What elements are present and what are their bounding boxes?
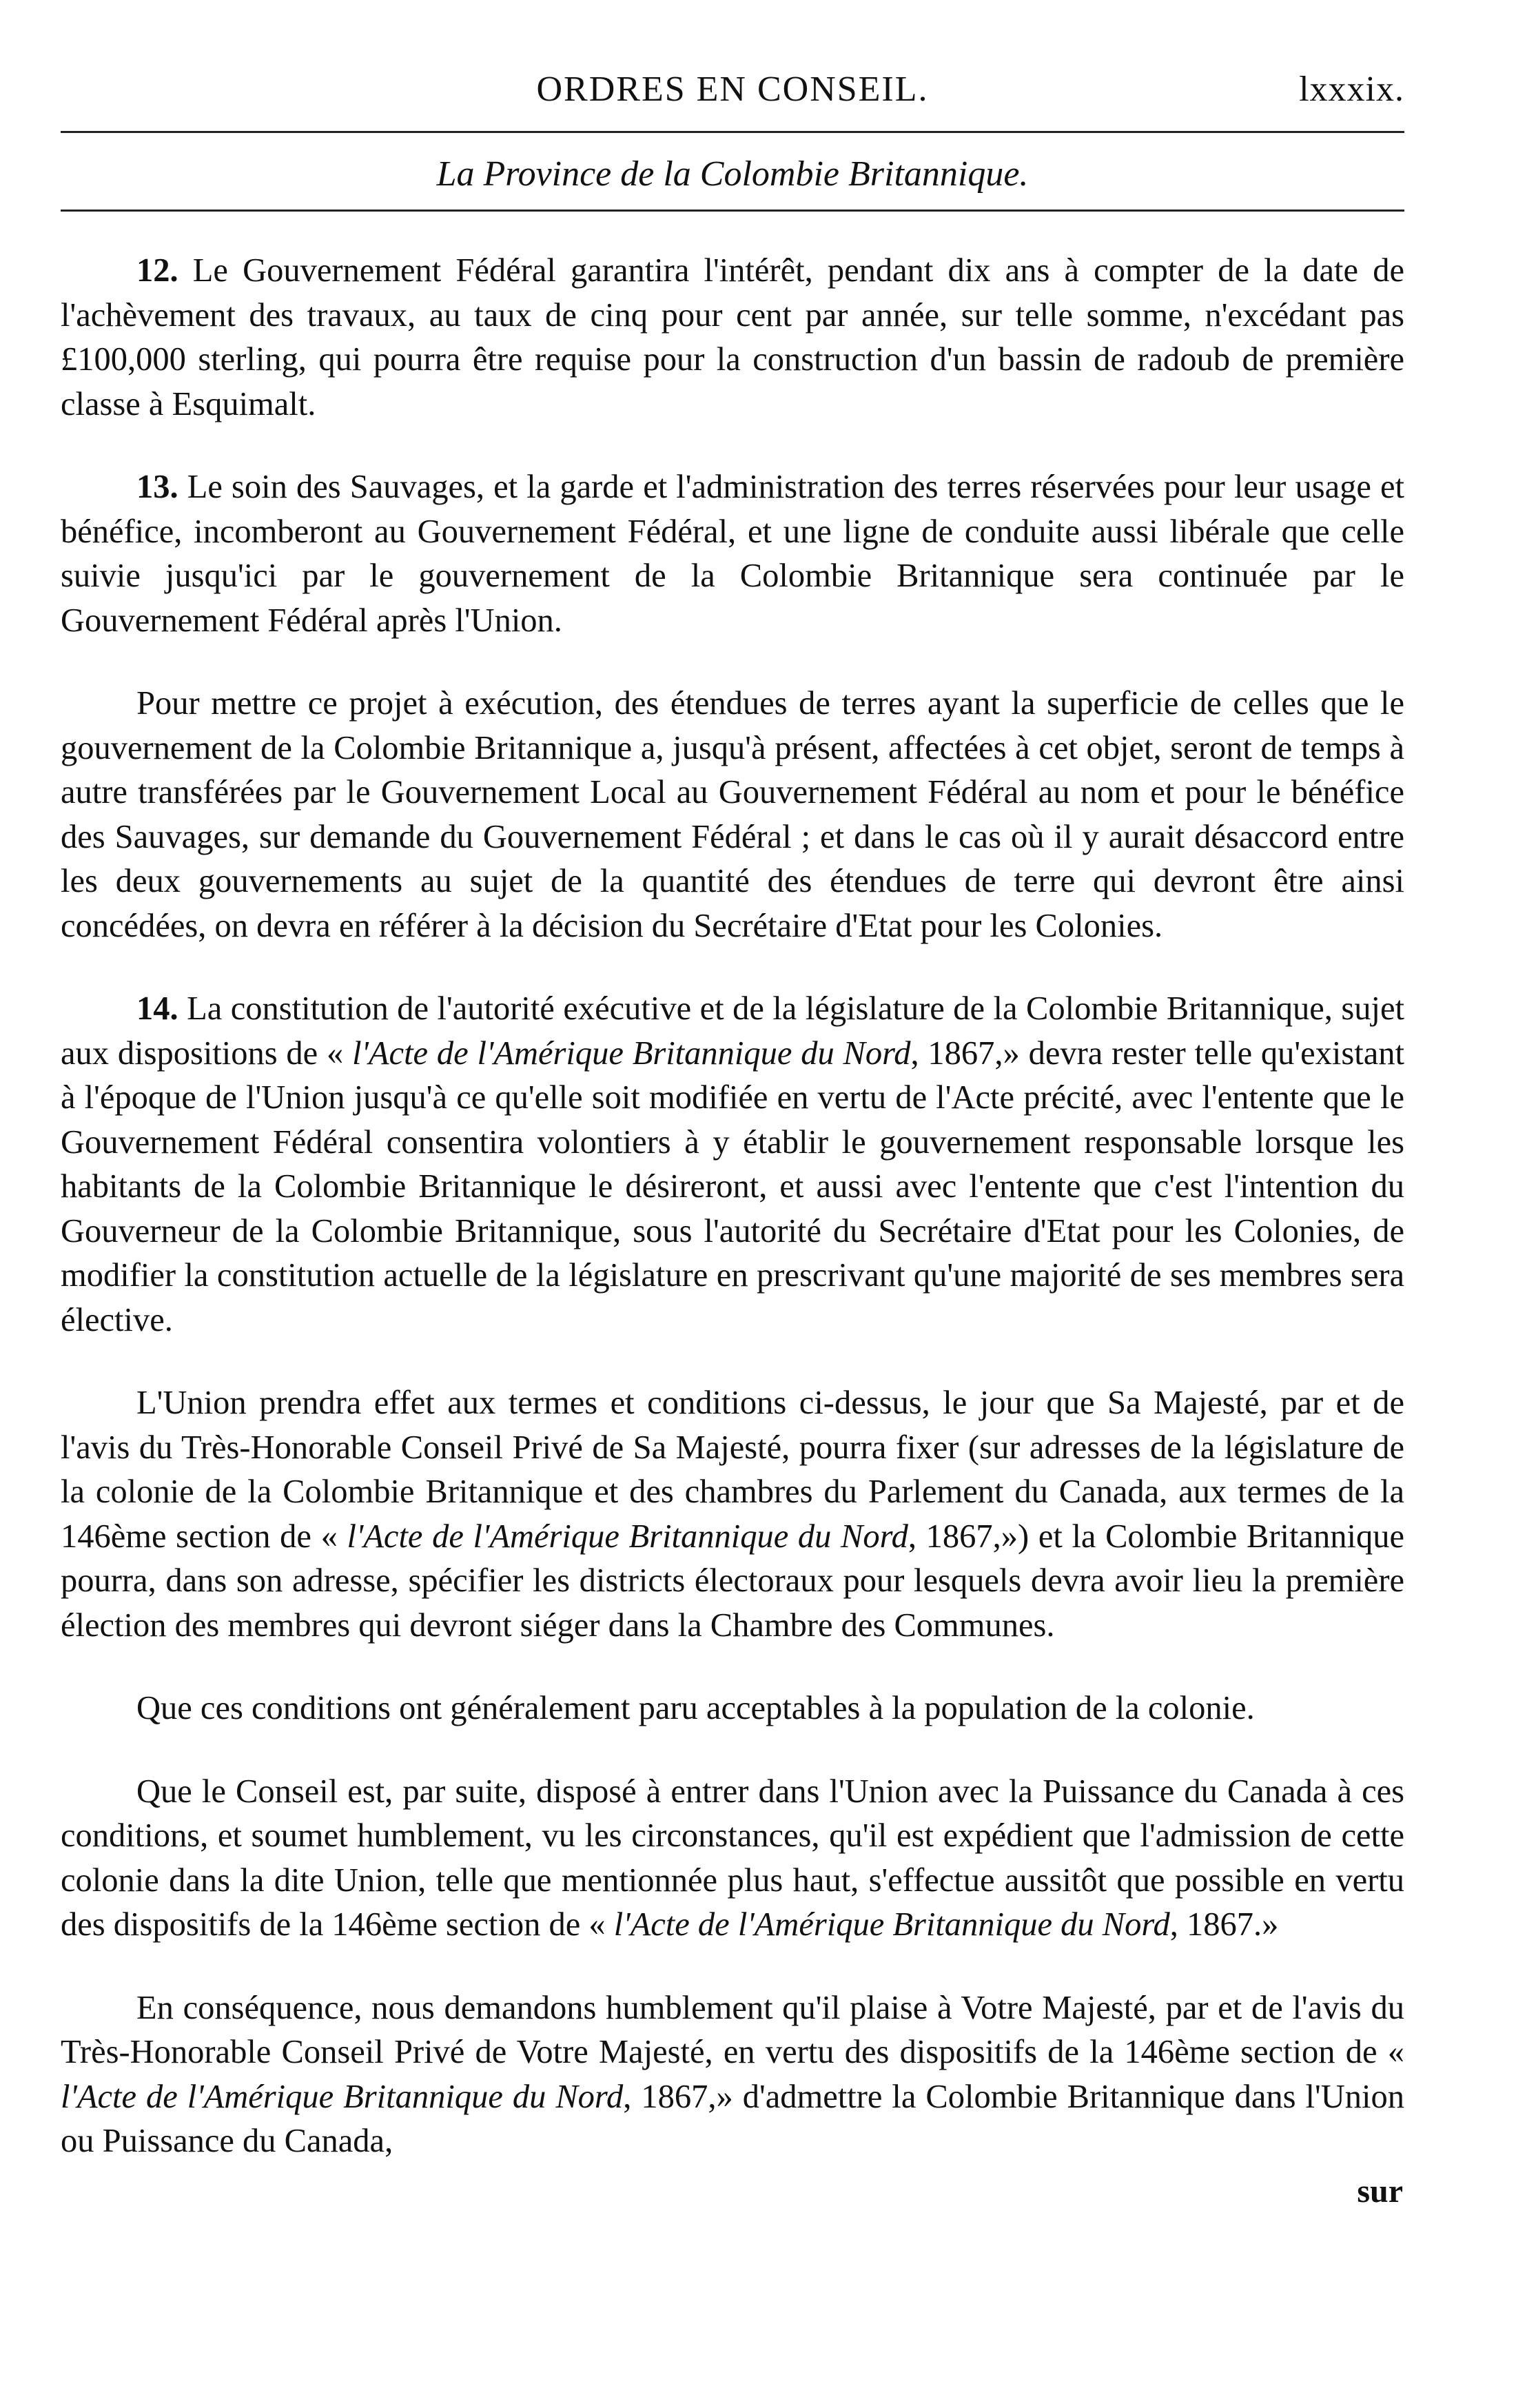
article-number: 14. — [136, 990, 178, 1027]
article-text-cont: , 1867,» devra rester telle qu'existant à l'époque de l'Union jusqu'à ce qu'elle soit modifiée en vertu de l'Acte précité, avec l'entente que le Gouvernement Fédéral consentira volontiers à y établir le gouvernement responsable lorsque les habitants de la Colombie Britannique le désireront, et aussi avec l'entente que c'est l'intention du Gouverneur de la Colombie Britannique, sous l'autorité du Secrétaire d'Etat pour les Colonies, de modifier la constitution actuelle de la législature en prescrivant qu'une majorité de ses membres sera élective. — [61, 1034, 1404, 1338]
paragraph-text-cont: , 1867,» d'admettre la Colombie Britannique dans l'Union ou Puissance du Canada, — [61, 2078, 1404, 2159]
body-text — [61, 249, 1404, 2210]
conditions-paragraph — [61, 1686, 1404, 1731]
article-number: 13. — [136, 469, 178, 505]
paragraph-text: Que ces conditions ont généralement paru acceptables à la population de la colonie. — [136, 1690, 1255, 1726]
article-14 — [61, 987, 1404, 1343]
paragraph-text-cont: , 1867,») et la Colombie Britannique pourra, dans son adresse, spécifier les districts électoraux pour lesquels devra avoir lieu la première élection des membres qui devront siéger dans la Chambre des Communes. — [61, 1518, 1404, 1644]
act-title: l'Acte de l'Amérique Britannique du Nord — [613, 1906, 1170, 1943]
running-title: ORDRES EN CONSEIL. — [536, 70, 929, 109]
act-title: l'Acte de l'Amérique Britannique du Nord — [352, 1034, 911, 1072]
paragraph-text: L'Union prendra effet aux termes et conditions ci-dessus, le jour que Sa Majesté, par et de l'avis du Très-Honorable Conseil Privé de Sa Majesté, pourra fixer (sur adresses de la législature de la colonie de la Colombie Britannique et des chambres du Parlement du Canada, aux termes de la 146ème section de « — [61, 1385, 1404, 1555]
article-text: La constitution de l'autorité exécutive et de la législature de la Colombie Britannique, sujet aux dispositions de « — [61, 990, 1404, 1072]
consequence-paragraph — [61, 1986, 1404, 2164]
article-text: Le soin des Sauvages, et la garde et l'administration des terres réservées pour leur usage et bénéfice, incomberont au Gouvernement Fédéral, et une ligne de conduite aussi libérale que celle suivie jusqu'ici par le gouvernement de la Colombie Britannique sera continuée par le Gouvernement Fédéral après l'Union. — [61, 469, 1404, 639]
union-paragraph — [61, 1381, 1404, 1648]
paragraph-text: Pour mettre ce projet à exécution, des étendues de terres ayant la superficie de celles que le gouvernement de la Colombie Britannique a, jusqu'à présent, affectées à cet objet, seront de temps à autre transférées par le Gouvernement Local au Gouvernement Fédéral au nom et pour le bénéfice des Sauvages, sur demande du Gouvernement Fédéral ; et dans le cas où il y aurait désaccord entre les deux gouvernements au sujet de la quantité des étendues de terre qui devront être ainsi concédées, on devra en référer à la décision du Secrétaire d'Etat pour les Colonies. — [61, 685, 1404, 944]
act-title: l'Acte de l'Amérique Britannique du Nord — [347, 1518, 908, 1555]
paragraph-text-cont: , 1867.» — [1169, 1906, 1279, 1943]
page-header — [61, 69, 1404, 131]
article-13 — [61, 465, 1404, 643]
council-paragraph — [61, 1770, 1404, 1948]
document-page — [61, 69, 1404, 2210]
article-number: 12. — [136, 252, 178, 289]
act-title: l'Acte de l'Amérique Britannique du Nord — [61, 2078, 624, 2115]
article-13-continuation — [61, 682, 1404, 948]
page-number: lxxxix. — [1299, 70, 1404, 109]
article-12 — [61, 249, 1404, 427]
catchword: sur — [1357, 2172, 1403, 2210]
section-title: La Province de la Colombie Britannique. — [436, 154, 1029, 194]
article-text: Le Gouvernement Fédéral garantira l'intérêt, pendant dix ans à compter de la date de l'achèvement des travaux, au taux de cinq pour cent par année, sur telle somme, n'excédant pas £100,000 sterling, qui pourra être requise pour la construction d'un bassin de radoub de première classe à Esquimalt. — [61, 252, 1404, 422]
header-rule-bottom — [61, 210, 1404, 212]
paragraph-text: En conséquence, nous demandons humblement qu'il plaise à Votre Majesté, par et de l'avis du Très-Honorable Conseil Privé de Votre Majesté, en vertu des dispositifs de la 146ème section de « — [61, 1989, 1404, 2070]
paragraph-text: Que le Conseil est, par suite, disposé à entrer dans l'Union avec la Puissance du Canada à ces conditions, et soumet humblement, vu les circonstances, qu'il est expédient que l'admission de cette colonie dans la dite Union, telle que mentionnée plus haut, s'effectue aussitôt que possible en vertu des dispositifs de la 146ème section de « — [61, 1773, 1404, 1943]
